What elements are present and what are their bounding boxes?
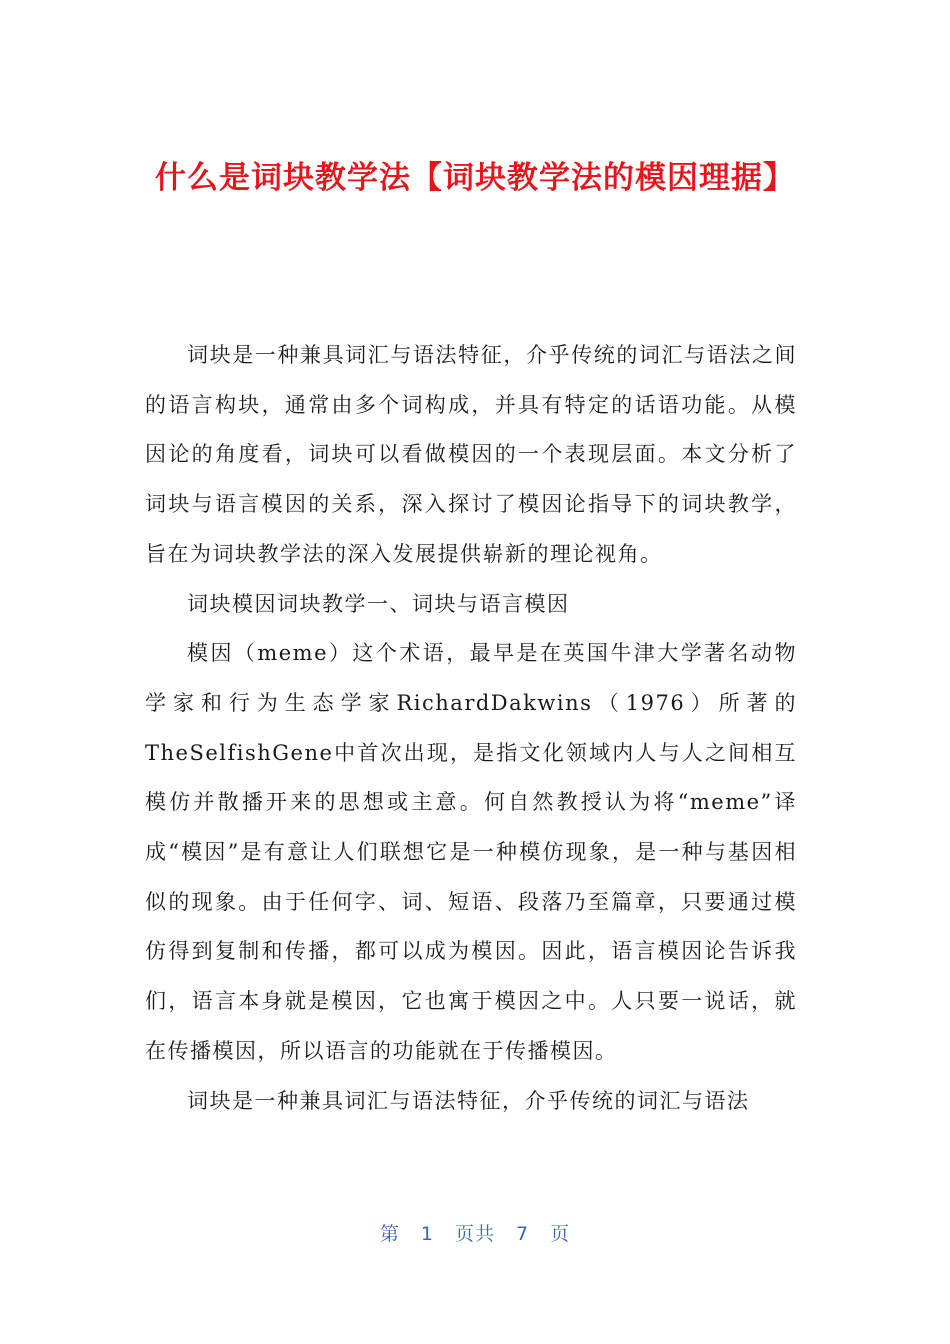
paragraph-meme-definition: 模因（meme）这个术语，最早是在英国牛津大学著名动物学家和行为生态学家RichardDakwins（1976）所著的TheSelfishGene中首次出现，是指文化领域内人与人之间相互模仿并散播开来的思想或主意。何自然教授认为将“meme”译成“模因”是有意让人们联想它是一种模仿现象，是一种与基因相似的现象。由于任何字、词、短语、段落乃至篇章，只要通过模仿得到复制和传播，都可以成为模因。因此，语言模因论告诉我们，语言本身就是模因，它也寓于模因之中。人只要一说话，就在传播模因，所以语言的功能就在于传播模因。 (145, 641, 797, 1063)
page-footer: 第 1 页共 7 页 (379, 1223, 571, 1245)
paragraph-continued: 词块是一种兼具词汇与语法特征，介乎传统的词汇与语法 (187, 1088, 750, 1113)
document-body (145, 331, 797, 1126)
paragraph-abstract: 词块是一种兼具词汇与语法特征，介乎传统的词汇与语法之间的语言构块，通常由多个词构成，并具有特定的话语功能。从模因论的角度看，词块可以看做模因的一个表现层面。本文分析了词块与语言模因的关系，深入探讨了模因论指导下的词块教学，旨在为词块教学法的深入发展提供崭新的理论视角。 (145, 343, 797, 566)
document-title: 什么是词块教学法【词块教学法的模因理据】 (155, 159, 795, 196)
paragraph-keywords-heading: 词块模因词块教学一、词块与语言模因 (187, 591, 570, 616)
